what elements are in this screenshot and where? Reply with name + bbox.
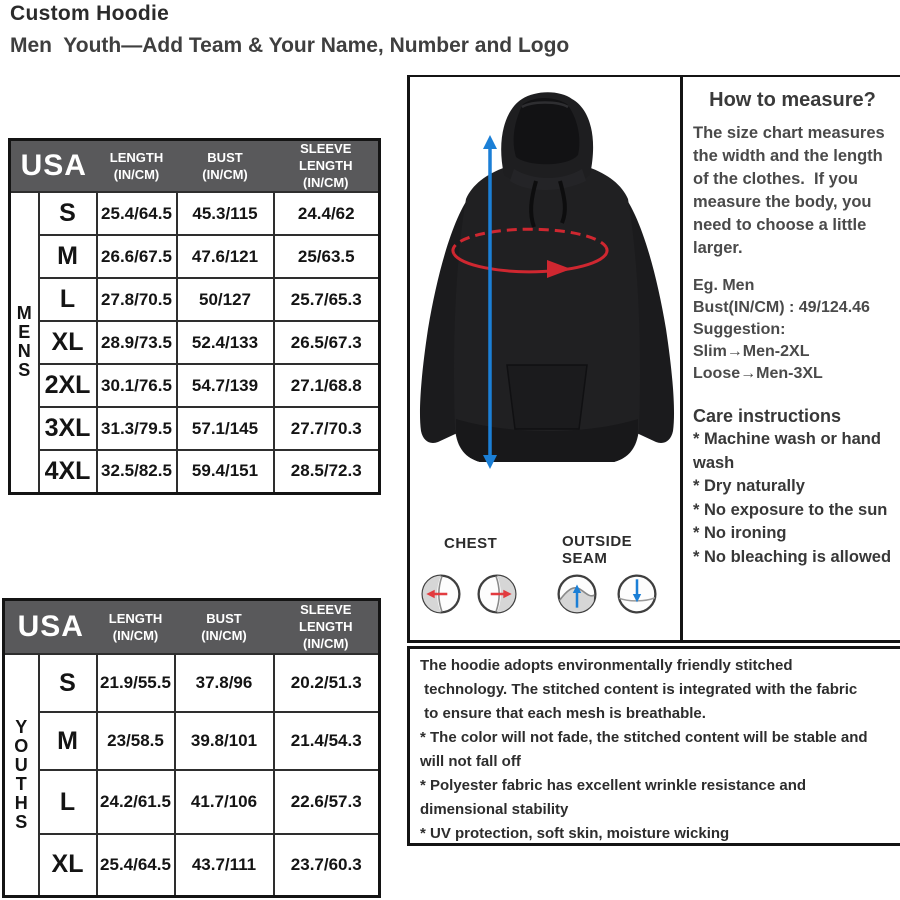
bust-cell: 52.4/133 [177,321,274,364]
length-cell: 28.9/73.5 [97,321,177,364]
care-item: * Machine wash or hand wash [693,430,881,472]
page-header [10,2,569,58]
length-cell: 23/58.5 [97,712,175,770]
sizing-example [693,275,892,385]
sleeve-cell: 25.7/65.3 [274,278,380,321]
page-title: Custom Hoodie [10,2,170,25]
column-header-length: LENGTH (IN/CM) [97,600,175,655]
example-line: Loose→Men-3XL [693,365,823,382]
table-row [10,235,380,278]
mens-group-label: MENS [16,303,32,381]
outside-seam-up-icon [556,573,598,615]
example-line: Bust(IN/CM) : 49/124.46 [693,299,870,316]
care-item: * No ironing [693,524,787,542]
description-line: The hoodie adopts environmentally friendly stitched [420,657,793,674]
column-header-sleeve: SLEEVE LENGTH (IN/CM) [274,140,380,193]
outside-seam-down-icon [616,573,658,615]
bust-cell: 41.7/106 [175,770,274,834]
sleeve-cell: 24.4/62 [274,192,380,235]
table-row [4,654,380,712]
mens-size-table [8,138,381,495]
size-cell: S [39,654,97,712]
mens-group-cell [10,192,39,493]
example-line: Suggestion: [693,321,786,338]
table-row [4,834,380,896]
length-cell: 25.4/64.5 [97,834,175,896]
length-cell: 24.2/61.5 [97,770,175,834]
table-row [10,407,380,450]
hoodie-diagram-panel [407,75,683,643]
sleeve-cell: 20.2/51.3 [274,654,380,712]
sleeve-cell: 25/63.5 [274,235,380,278]
sleeve-cell: 27.7/70.3 [274,407,380,450]
hoodie-image [410,77,680,547]
bust-cell: 39.8/101 [175,712,274,770]
length-cell: 30.1/76.5 [97,364,177,407]
care-item: * No exposure to the sun [693,500,888,519]
size-cell: XL [39,321,97,364]
bust-cell: 54.7/139 [177,364,274,407]
size-cell: S [39,192,97,235]
column-header-sleeve: SLEEVE LENGTH (IN/CM) [274,600,380,655]
size-cell: XL [39,834,97,896]
size-cell: M [39,712,97,770]
size-cell: L [39,278,97,321]
length-cell: 25.4/64.5 [97,192,177,235]
measure-panel [683,75,900,643]
measure-description: The size chart measures the width and the length of the clothes. If you measure the body, you need to choose a little larger. [693,124,890,257]
bust-cell: 43.7/111 [175,834,274,896]
youths-group-cell [4,654,39,896]
table-row [10,278,380,321]
example-line: Slim→Men-2XL [693,343,810,360]
bust-cell: 57.1/145 [177,407,274,450]
outside-seam-label: OUTSIDE SEAM [562,533,633,567]
bust-cell: 59.4/151 [177,450,274,493]
chest-measure-right-icon [476,573,518,615]
youths-table-header-row [4,600,380,655]
chest-label: CHEST [444,535,498,552]
bust-cell: 37.8/96 [175,654,274,712]
length-cell: 32.5/82.5 [97,450,177,493]
bust-cell: 47.6/121 [177,235,274,278]
description-line: * Polyester fabric has excellent wrinkle resistance and [420,777,807,794]
size-cell: 3XL [39,407,97,450]
column-header-bust: BUST (IN/CM) [175,600,274,655]
table-corner-label: USA [4,600,97,655]
sleeve-cell: 23.7/60.3 [274,834,380,896]
length-cell: 27.8/70.5 [97,278,177,321]
youths-group-label: YOUTHS [14,716,29,832]
product-description-panel [407,646,900,846]
description-line: technology. The stitched content is integrated with the fabric [420,681,858,698]
bust-cell: 45.3/115 [177,192,274,235]
care-item: * No bleaching is allowed [693,547,892,566]
page-subtitle: Men Youth—Add Team & Your Name, Number and Logo [10,34,570,57]
sleeve-cell: 22.6/57.3 [274,770,380,834]
description-line: * The color will not fade, the stitched content will be stable and [420,729,868,746]
mens-table-header-row [10,140,380,193]
table-row [10,364,380,407]
description-line: to ensure that each mesh is breathable. [420,705,706,722]
table-row [4,770,380,834]
size-cell: 2XL [39,364,97,407]
how-to-measure-heading: How to measure? [709,89,876,111]
bust-cell: 50/127 [177,278,274,321]
care-instructions-heading: Care instructions [693,406,842,426]
table-row [10,450,380,493]
description-line: dimensional stability [420,801,569,818]
example-line: Eg. Men [693,277,755,294]
description-line: will not fall off [420,753,521,770]
sleeve-cell: 28.5/72.3 [274,450,380,493]
column-header-bust: BUST (IN/CM) [177,140,274,193]
sleeve-cell: 27.1/68.8 [274,364,380,407]
chest-measure-left-icon [420,573,462,615]
column-header-length: LENGTH (IN/CM) [97,140,177,193]
youths-size-table [2,598,381,898]
care-item: * Dry naturally [693,477,805,495]
sleeve-cell: 21.4/54.3 [274,712,380,770]
length-cell: 26.6/67.5 [97,235,177,278]
description-line: * UV protection, soft skin, moisture wicking [420,825,730,842]
table-row [10,192,380,235]
length-cell: 31.3/79.5 [97,407,177,450]
size-cell: L [39,770,97,834]
table-row [4,712,380,770]
table-corner-label: USA [10,140,97,193]
length-cell: 21.9/55.5 [97,654,175,712]
size-cell: M [39,235,97,278]
sleeve-cell: 26.5/67.3 [274,321,380,364]
size-cell: 4XL [39,450,97,493]
table-row [10,321,380,364]
